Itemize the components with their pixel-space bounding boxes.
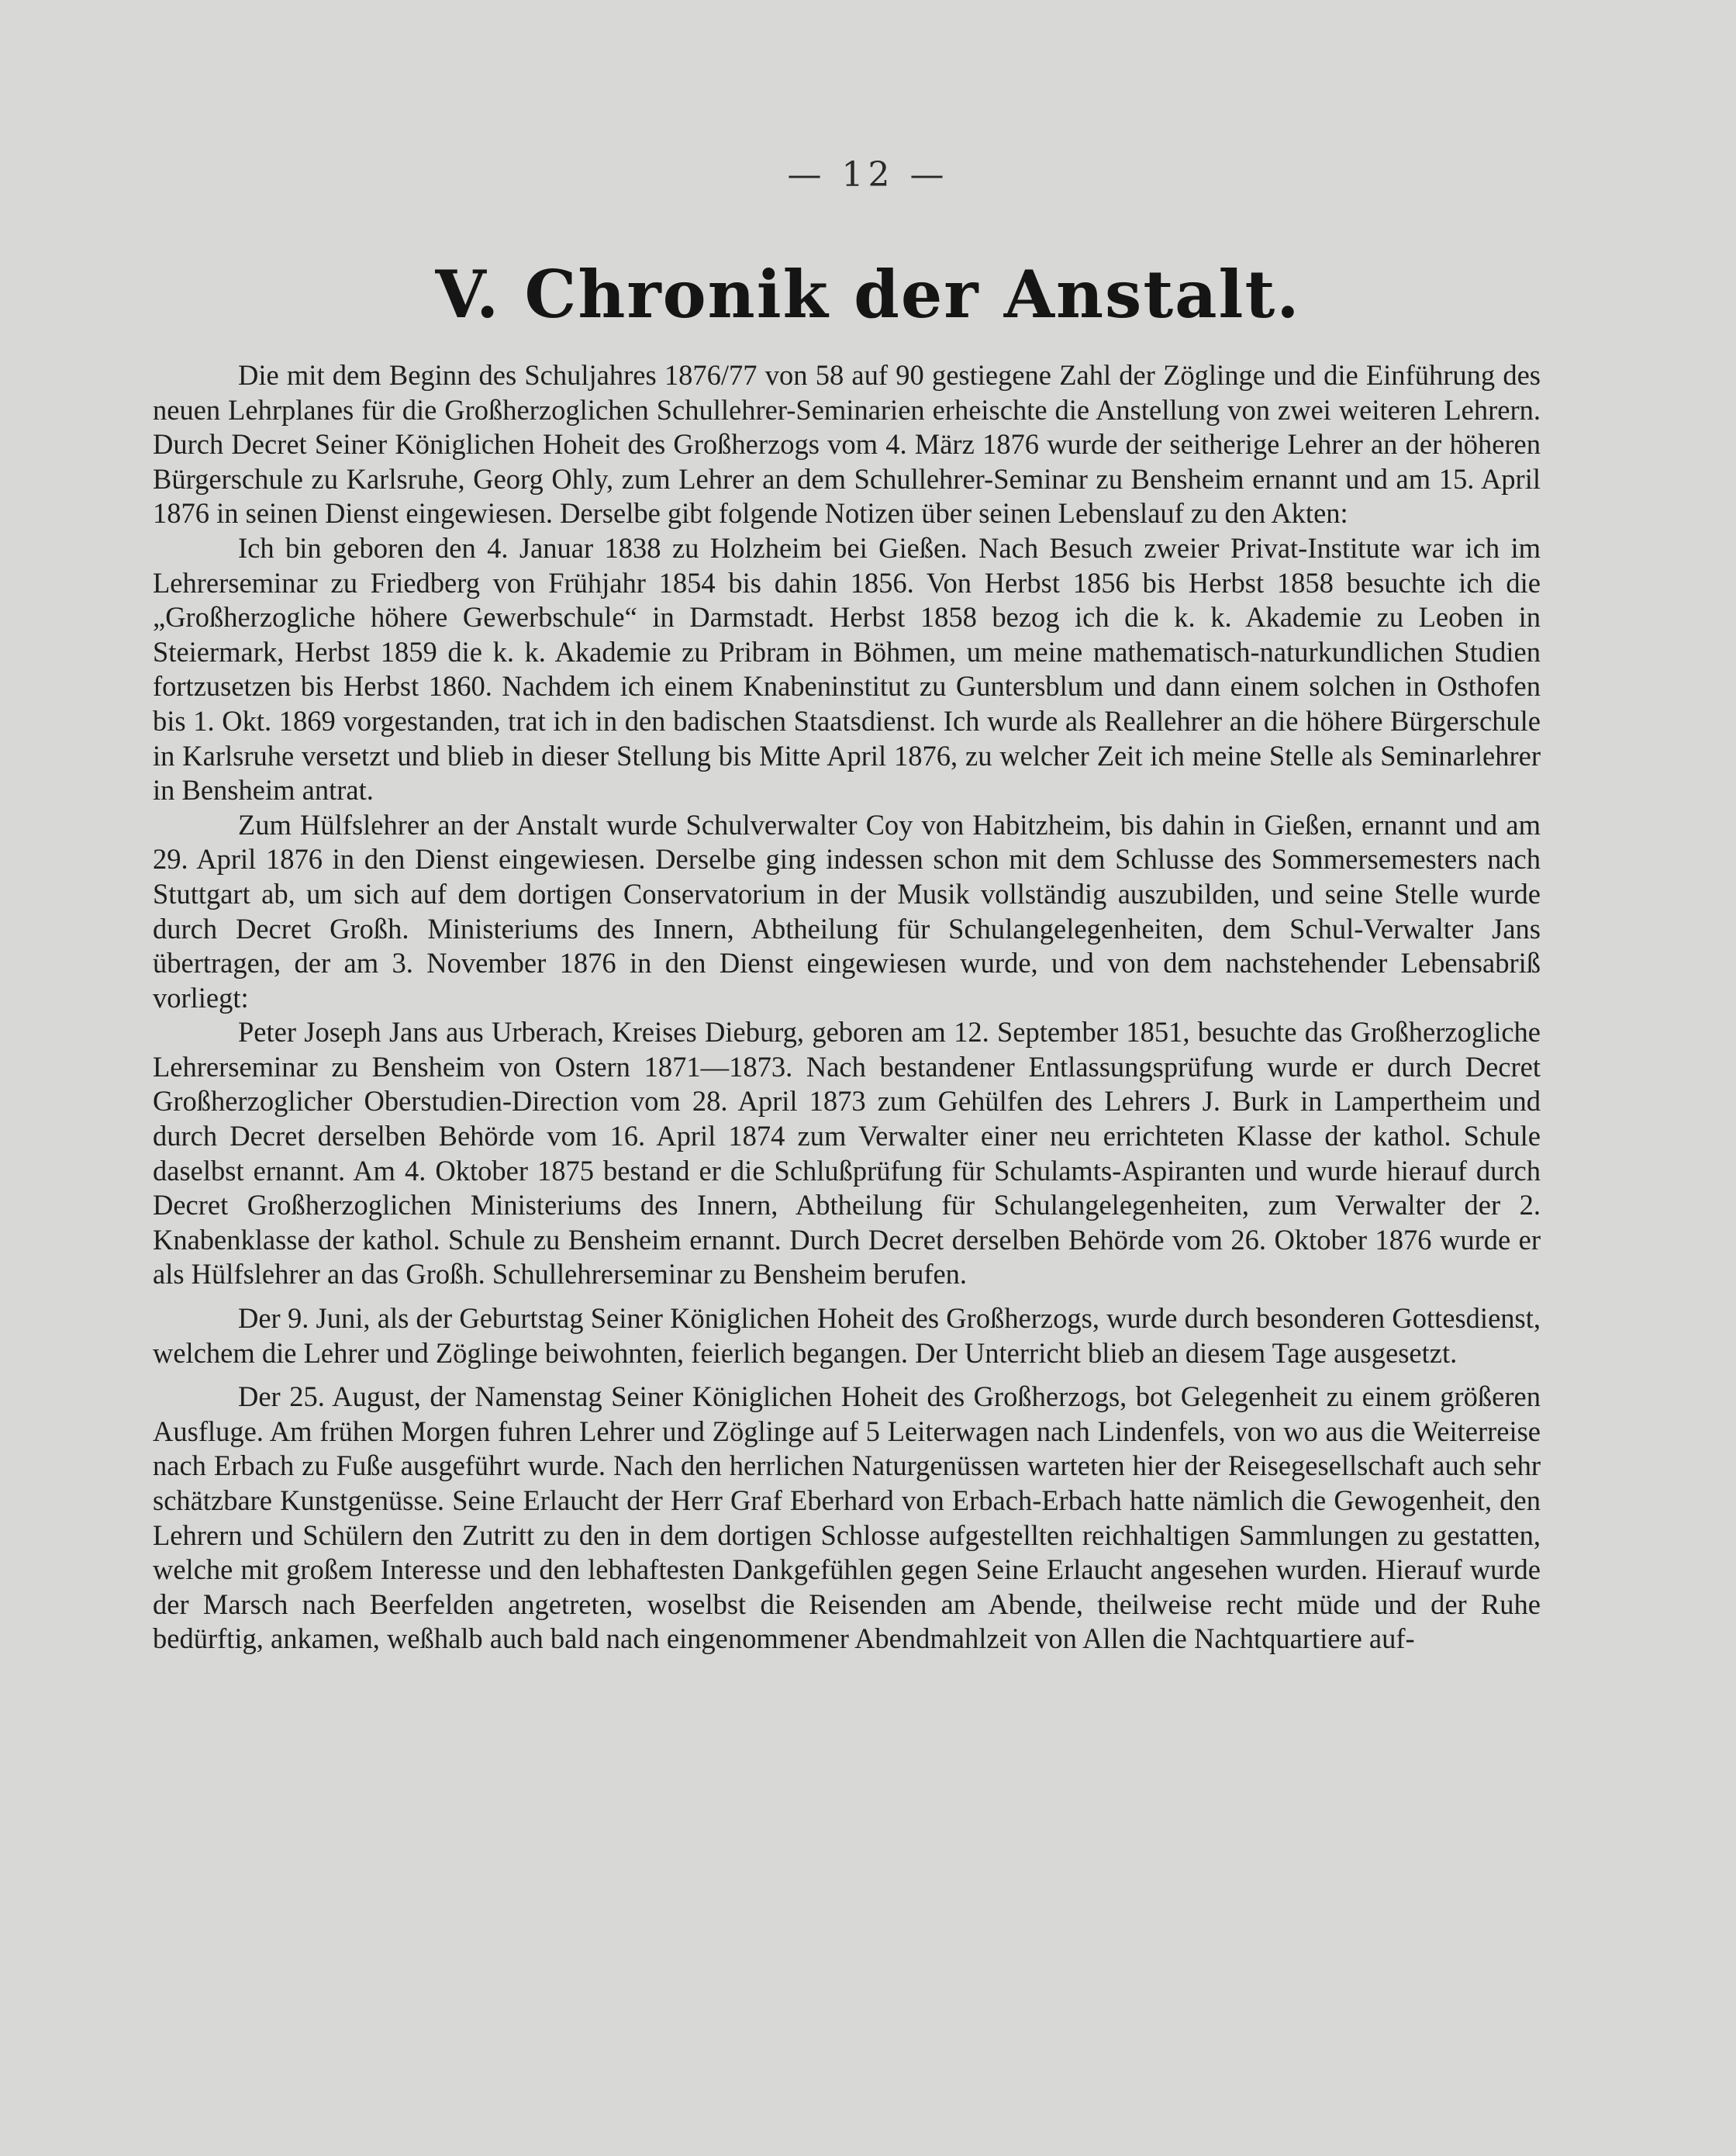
- paragraph-excursion: Der 25. August, der Namenstag Seiner Königlichen Hoheit des Großherzogs, bot Gelegenheit zu einem größeren Ausfluge. Am frühen Morgen fuhren Lehrer und Zöglinge auf 5 Leiterwagen nach Lindenfels, von wo aus die Weiterreise nach Erbach zu Fuße ausgeführt wurde. Nach den herrlichen Naturgenüssen warteten hier der Reisegesellschaft auch sehr schätzbare Kunstgenüsse. Seine Erlaucht der Herr Graf Eberhard von Erbach-Erbach hatte nämlich die Gewogenheit, den Lehrern und Schülern den Zutritt zu den in dem dortigen Schlosse aufgestellten reichhaltigen Sammlungen zu gestatten, welche mit großem Interesse und den lebhaftesten Dankgefühlen gegen Seine Erlaucht angesehen wurden. Hierauf wurde der Marsch nach Beerfelden angetreten, woselbst die Reisenden am Abende, theilweise recht müde und der Ruhe bedürftig, ankamen, weßhalb auch bald nach eingenommener Abendmahlzeit von Allen die Nachtquartiere auf-: [153, 1380, 1541, 1655]
- paragraph-jans-biography: Peter Joseph Jans aus Urberach, Kreises Dieburg, geboren am 12. September 1851, besuchte das Großherzogliche Lehrerseminar zu Bensheim von Ostern 1871—1873. Nach bestandener Entlassungsprüfung wurde er durch Decret Großherzoglicher Oberstudien-Direction vom 28. April 1873 zum Gehülfen des Lehrers J. Burk in Lampertheim und durch Decret derselben Behörde vom 16. April 1874 zum Verwalter einer neu errichteten Klasse der kathol. Schule daselbst ernannt. Am 4. Oktober 1875 bestand er die Schlußprüfung für Schulamts-Aspiranten und wurde hierauf durch Decret Großherzoglichen Ministeriums des Innern, Abtheilung für Schulangelegenheiten, zum Verwalter der 2. Knabenklasse der kathol. Schule zu Bensheim ernannt. Durch Decret derselben Behörde vom 26. Oktober 1876 wurde er als Hülfslehrer an das Großh. Schullehrerseminar zu Bensheim berufen.: [153, 1016, 1541, 1290]
- chapter-title: V. Chronik der Anstalt.: [435, 256, 1301, 333]
- paragraph-birthday: Der 9. Juni, als der Geburtstag Seiner Königlichen Hoheit des Großherzogs, wurde durch besonderen Gottesdienst, welchem die Lehrer und Zöglinge beiwohnten, feierlich begangen. Der Unterricht blieb an diesem Tage ausgesetzt.: [153, 1302, 1541, 1369]
- paragraph-ohly-biography: Ich bin geboren den 4. Januar 1838 zu Holzheim bei Gießen. Nach Besuch zweier Privat-Institute war ich im Lehrerseminar zu Friedberg von Frühjahr 1854 bis dahin 1856. Von Herbst 1856 bis Herbst 1858 besuchte ich die „Großherzogliche höhere Gewerbschule“ in Darmstadt. Herbst 1858 bezog ich die k. k. Akademie zu Leoben in Steiermark, Herbst 1859 die k. k. Akademie zu Pribram in Böhmen, um meine mathematisch-naturkundlichen Studien fortzusetzen bis Herbst 1860. Nachdem ich einem Knabeninstitut zu Guntersblum und dann einem solchen in Osthofen bis 1. Okt. 1869 vorgestanden, trat ich in den badischen Staatsdienst. Ich wurde als Reallehrer an die höhere Bürgerschule in Karlsruhe versetzt und blieb in dieser Stellung bis Mitte April 1876, zu welcher Zeit ich meine Stelle als Seminarlehrer in Bensheim antrat.: [153, 531, 1541, 807]
- paragraph-coy-jans: Zum Hülfslehrer an der Anstalt wurde Schulverwalter Coy von Habitzheim, bis dahin in Gießen, ernannt und am 29. April 1876 in den Dienst eingewiesen. Derselbe ging indessen schon mit dem Schlusse des Sommersemesters nach Stuttgart ab, um sich auf dem dortigen Conservatorium in der Musik vollständig auszubilden, und seine Stelle wurde durch Decret Großh. Ministeriums des Innern, Abtheilung für Schulangelegenheiten, dem Schul-Verwalter Jans übertragen, der am 3. November 1876 in den Dienst eingewiesen wurde, und von dem nachstehender Lebensabriß vorliegt:: [153, 808, 1541, 1014]
- page-number: — 12 —: [787, 155, 949, 195]
- body-text: [153, 358, 1541, 1657]
- paragraph-enrollment: Die mit dem Beginn des Schuljahres 1876/77 von 58 auf 90 gestiegene Zahl der Zöglinge und die Einführung des neuen Lehrplanes für die Großherzoglichen Schullehrer-Seminarien erheischte die Anstellung von zwei weiteren Lehrern. Durch Decret Seiner Königlichen Hoheit des Großherzogs vom 4. März 1876 wurde der seitherige Lehrer an der höheren Bürgerschule zu Karlsruhe, Georg Ohly, zum Lehrer an dem Schullehrer-Seminar zu Bensheim ernannt und am 15. April 1876 in seinen Dienst eingewiesen. Derselbe gibt folgende Notizen über seinen Lebenslauf zu den Akten:: [153, 359, 1541, 530]
